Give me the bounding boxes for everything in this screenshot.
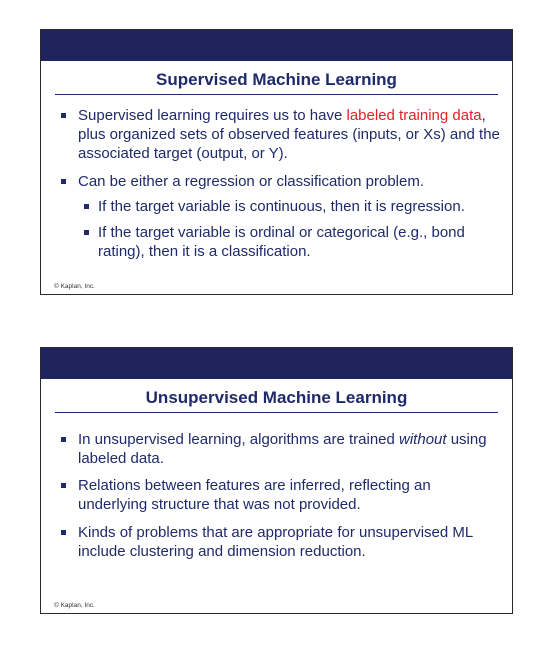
slide-header-bar — [41, 30, 512, 61]
bullet-text: In unsupervised learning, algorithms are trained — [78, 431, 400, 448]
slide-title: Unsupervised Machine Learning — [55, 384, 498, 413]
bullet-item — [41, 106, 502, 163]
bullet-text: Relations between features are inferred, reflecting an underlying structure that was not provided. — [78, 477, 431, 513]
emphasized-text: without — [399, 431, 447, 448]
copyright-notice: © Kaplan, Inc. — [54, 602, 95, 609]
slide-title: Supervised Machine Learning — [55, 66, 498, 95]
square-bullet-icon — [61, 113, 66, 118]
bullet-text: using labeled data. — [78, 431, 487, 467]
sub-bullet-item — [41, 197, 502, 216]
square-bullet-icon — [61, 437, 66, 442]
bullet-text: , plus organized sets of observed features (inputs, or Xs) and the associated target (output, or Y). — [78, 107, 500, 162]
bullet-item — [41, 430, 502, 468]
slide-unsupervised — [40, 347, 513, 614]
sub-bullet-item — [41, 223, 502, 261]
sub-bullet-text: If the target variable is ordinal or categorical (e.g., bond rating), then it is a classification. — [98, 224, 465, 260]
bullet-item — [41, 172, 502, 191]
bullet-text: Supervised learning requires us to have — [78, 107, 347, 124]
bullet-item — [41, 523, 502, 561]
square-bullet-icon — [84, 204, 89, 209]
slide-header-bar — [41, 348, 512, 379]
copyright-notice: © Kaplan, Inc. — [54, 283, 95, 290]
square-bullet-icon — [61, 530, 66, 535]
sub-bullet-text: If the target variable is continuous, then it is regression. — [98, 198, 465, 215]
bullet-list — [41, 106, 512, 261]
slide-supervised — [40, 29, 513, 295]
square-bullet-icon — [84, 230, 89, 235]
bullet-item — [41, 476, 502, 514]
bullet-text: Can be either a regression or classification problem. — [78, 173, 425, 190]
square-bullet-icon — [61, 179, 66, 184]
highlighted-text: labeled training data — [346, 107, 482, 124]
bullet-list — [41, 430, 512, 561]
bullet-text: Kinds of problems that are appropriate for unsupervised ML include clustering and dimension reduction. — [78, 524, 473, 560]
square-bullet-icon — [61, 483, 66, 488]
